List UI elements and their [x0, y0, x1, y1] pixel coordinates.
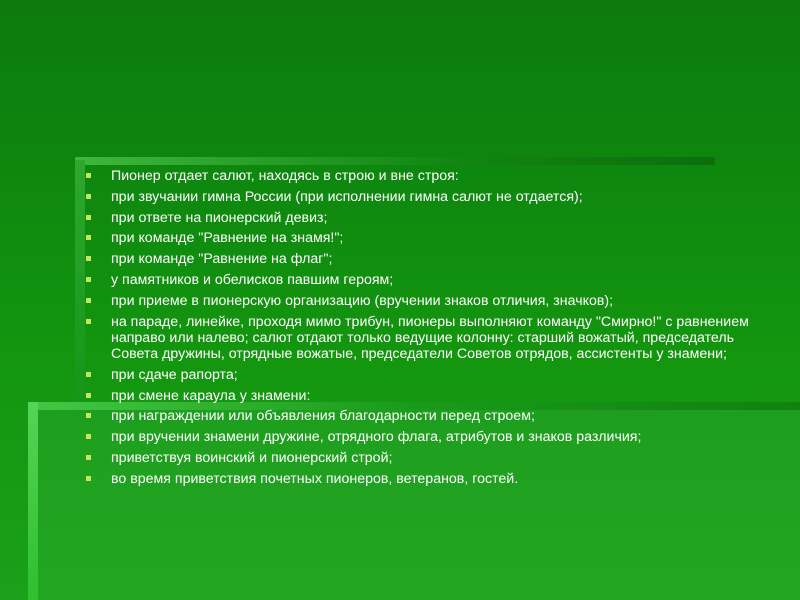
square-bullet-icon — [86, 455, 91, 460]
list-item-text: при команде "Равнение на флаг"; — [111, 251, 333, 268]
square-bullet-icon — [86, 413, 91, 418]
list-item-text: при звучании гимна России (при исполнении гимна салют не отдается); — [111, 188, 583, 205]
list-item — [86, 314, 766, 363]
list-item — [86, 450, 766, 466]
list-item — [86, 168, 766, 184]
square-bullet-icon — [86, 434, 91, 439]
list-item — [86, 189, 766, 205]
list-item — [86, 429, 766, 445]
square-bullet-icon — [86, 372, 91, 377]
decorative-bar-left-top — [75, 160, 85, 402]
list-item — [86, 293, 766, 309]
square-bullet-icon — [86, 173, 91, 178]
list-item-text: приветствуя воинский и пионерский строй; — [111, 449, 393, 466]
list-item — [86, 388, 766, 404]
list-item-text: при сдаче рапорта; — [111, 366, 238, 383]
decorative-bar-top — [75, 157, 715, 165]
slide-content — [86, 168, 766, 492]
list-item-text: на параде, линейке, проходя мимо трибун, пионеры выполняют команду "Смирно!" с равнением направо или налево; салют отдают только ведущие колонну: старший вожатый, председатель Совета дружины, отрядные вожатые, председатели Советов отрядов, ассистенты у знамени; — [111, 313, 749, 362]
list-item-text: при вручении знамени дружине, отрядного флага, атрибутов и знаков различия; — [111, 429, 642, 446]
list-item-text: Пионер отдает салют, находясь в строю и вне строя: — [111, 168, 459, 184]
list-item — [86, 210, 766, 226]
square-bullet-icon — [86, 235, 91, 240]
square-bullet-icon — [86, 298, 91, 303]
list-item — [86, 230, 766, 246]
list-item — [86, 408, 766, 424]
square-bullet-icon — [86, 256, 91, 261]
list-item-text: при награждении или объявления благодарности перед строем; — [111, 408, 535, 425]
square-bullet-icon — [86, 393, 91, 398]
list-item — [86, 272, 766, 288]
square-bullet-icon — [86, 319, 91, 324]
decorative-bar-left-bottom — [28, 402, 38, 600]
square-bullet-icon — [86, 476, 91, 481]
list-item — [86, 471, 766, 487]
list-item — [86, 367, 766, 383]
list-item — [86, 251, 766, 267]
square-bullet-icon — [86, 215, 91, 220]
list-item-text: при ответе на пионерский девиз; — [111, 209, 328, 226]
list-item-text: при приеме в пионерскую организацию (вручении знаков отличия, значков); — [111, 292, 614, 309]
square-bullet-icon — [86, 194, 91, 199]
list-item-text: при команде "Равнение на знамя!"; — [111, 230, 344, 247]
list-item-text: у памятников и обелисков павшим героям; — [111, 271, 394, 288]
square-bullet-icon — [86, 277, 91, 282]
list-item-text: при смене караула у знамени: — [111, 387, 311, 404]
list-item-text: во время приветствия почетных пионеров, ветеранов, гостей. — [111, 470, 519, 487]
bullet-list — [86, 168, 766, 487]
